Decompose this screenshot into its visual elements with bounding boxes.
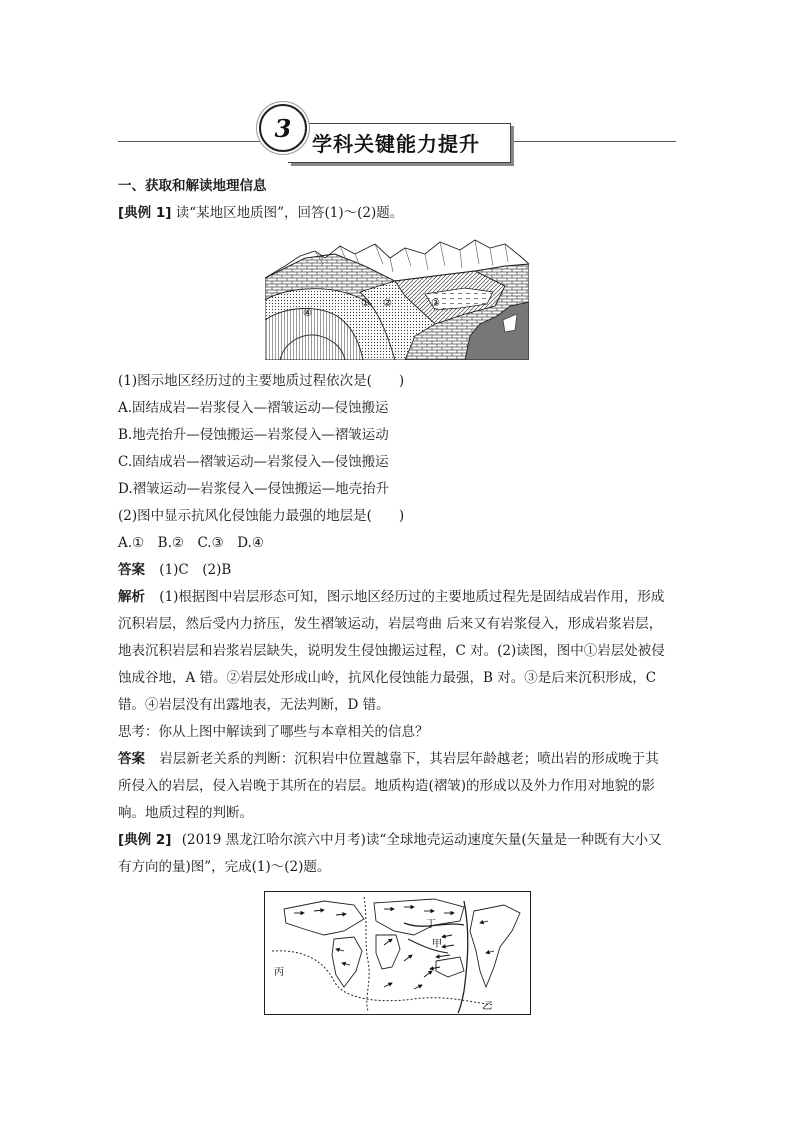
example1-intro: 读“某地区地质图”，回答(1)～(2)题。	[175, 205, 404, 221]
geology-marker-3: ③	[431, 298, 440, 309]
map-marker-jia: 甲	[432, 939, 442, 950]
geology-marker-4: ④	[303, 308, 312, 319]
example1-label: [典例 1]	[118, 205, 172, 221]
section-title: 学科关键能力提升	[312, 132, 480, 156]
example1-analysis-line-1	[118, 588, 664, 606]
section-number-badge: 3	[259, 104, 307, 152]
example2-intro-line-2: 有方向的量)图”，完成(1)～(2)题。	[118, 859, 331, 875]
example1-think-answer-line-2: 所侵入的岩层，侵入岩晚于其所在的岩层。地质构造(褶皱)的形成以及外力作用对地貌的影	[118, 778, 656, 794]
example1-q1-option-d: D.褶皱运动—岩浆侵入—侵蚀搬运—地壳抬升	[118, 481, 390, 497]
map-marker-ding: 丁	[426, 919, 436, 930]
example1-q1-option-c: C.固结成岩—褶皱运动—岩浆侵入—侵蚀搬运	[118, 454, 389, 470]
example1-answer: (1)C (2)B	[159, 562, 232, 578]
example1-q1-option-a: A.固结成岩—岩浆侵入—褶皱运动—侵蚀搬运	[118, 400, 389, 416]
think-answer-text: 岩层新老关系的判断：沉积岩中位置越靠下，其岩层年龄越老；喷出岩的形成晚于其	[159, 751, 659, 767]
example1-think-answer-line-3: 响。地质过程的判断。	[118, 805, 253, 821]
example2-label: [典例 2]	[118, 832, 172, 848]
example1-intro-line	[118, 204, 403, 222]
geology-marker-1: ①	[361, 298, 370, 309]
example2-intro-text: (2019 黑龙江哈尔滨六中月考)读“全球地壳运动速度矢量(矢量是一种既有大小又	[181, 832, 662, 848]
example1-answer-line	[118, 561, 231, 579]
heading: 一、获取和解读地理信息	[118, 178, 267, 194]
example1-q2-options: A.① B.② C.③ D.④	[118, 535, 264, 551]
geology-figure	[265, 236, 529, 360]
example1-analysis-line-2: 沉积岩层，然后受内力挤压，发生褶皱运动，岩层弯曲 后来又有岩浆侵入，形成岩浆岩层，	[118, 616, 663, 632]
map-marker-yi: 乙	[482, 1001, 492, 1012]
example1-analysis-line-4: 蚀成谷地，A 错。②岩层处形成山岭，抗风化侵蚀能力最强，B 对。③是后来沉积形成，C	[118, 670, 657, 686]
example1-think: 思考：你从上图中解读到了哪些与本章相关的信息？	[118, 724, 429, 740]
world-velocity-map	[264, 891, 531, 1015]
example1-analysis-label: 解析	[118, 589, 145, 605]
example1-answer-label: 答案	[118, 562, 145, 578]
example1-q1: (1)图示地区经历过的主要地质过程依次是( )	[118, 373, 405, 389]
analysis-text: (1)根据图中岩层形态可知，图示地区经历过的主要地质过程先是固结成岩作用，形成	[159, 589, 665, 605]
example1-q2: (2)图中显示抗风化侵蚀能力最强的地层是( )	[118, 508, 405, 524]
example2-intro-line-1	[118, 831, 662, 849]
example1-think-answer-line-1	[118, 750, 659, 768]
map-marker-bing: 丙	[274, 967, 284, 978]
example1-q1-option-b: B.地壳抬升—侵蚀搬运—岩浆侵入—褶皱运动	[118, 427, 389, 443]
geology-marker-2: ②	[383, 298, 392, 309]
example1-analysis-line-5: 错。④岩层没有出露地表，无法判断，D 错。	[118, 697, 390, 713]
example1-analysis-line-3: 地表沉积岩层和岩浆岩层缺失，说明发生侵蚀搬运过程，C 对。(2)读图，图中①岩层处被侵	[118, 643, 665, 659]
example1-think-answer-label: 答案	[118, 751, 145, 767]
